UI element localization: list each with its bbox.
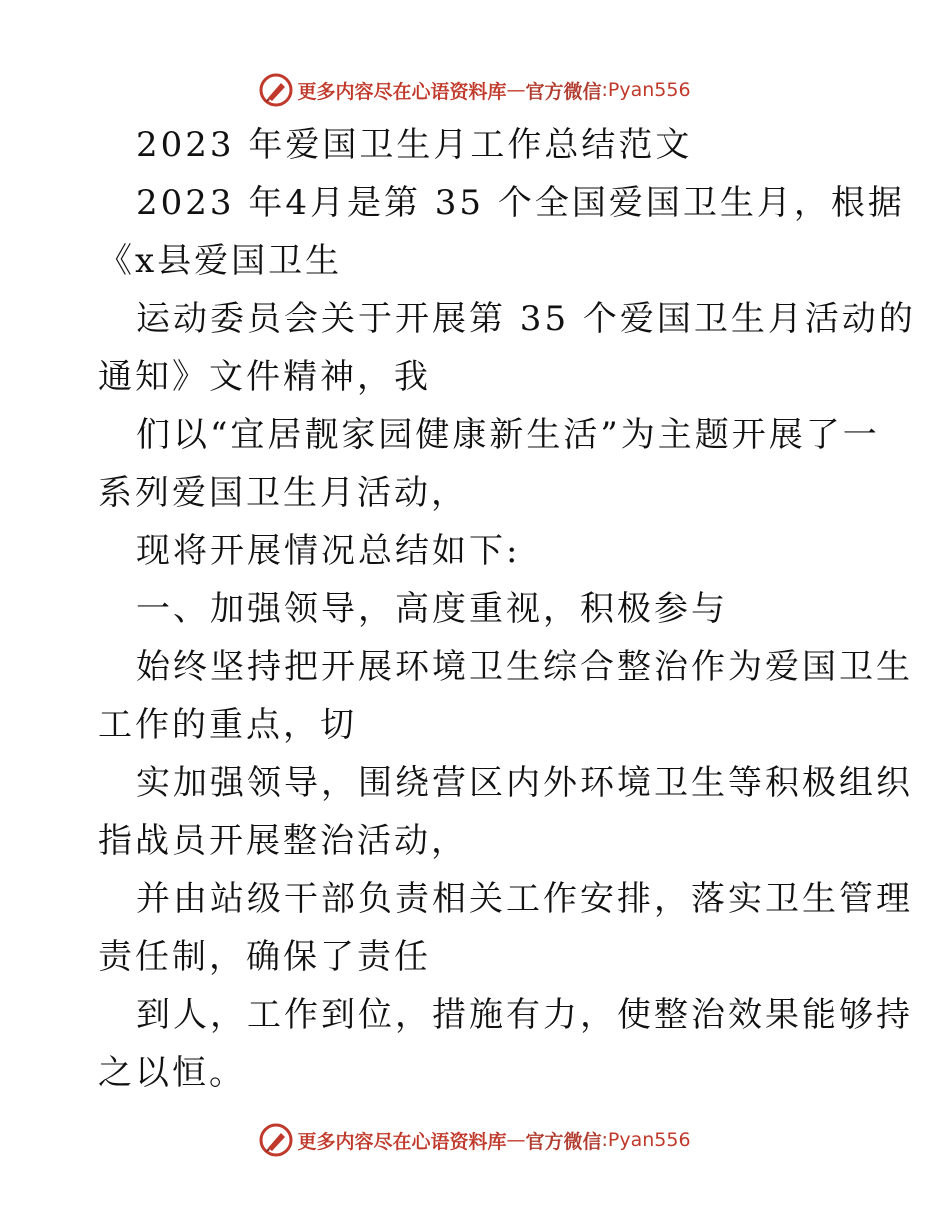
paragraph-line: 系列爱国卫生月活动，	[98, 473, 468, 513]
pen-logo-icon	[259, 73, 293, 107]
banner-slogan: 更多内容尽在心语资料库	[297, 1130, 507, 1153]
banner-account: Pyan556	[607, 79, 691, 101]
banner-dash: —	[506, 79, 526, 101]
section-heading: 一、加强领导，高度重视，积极参与	[136, 589, 728, 629]
paragraph-line: 责任制，确保了责任	[98, 937, 431, 977]
paragraph-line: 工作的重点，切	[98, 705, 357, 745]
paragraph-line: 运动委员会关于开展第 35 个爱国卫生月活动的	[136, 299, 916, 339]
document-title: 2023 年爱国卫生月工作总结范文	[136, 125, 693, 165]
banner-account: Pyan556	[607, 1129, 691, 1151]
paragraph-line: 实加强领导，围绕营区内外环境卫生等积极组织	[136, 763, 913, 803]
banner-wechat-label: 官方微信	[525, 1130, 602, 1153]
banner-dash: —	[506, 1129, 526, 1151]
paragraph-line: 始终坚持把开展环境卫生综合整治作为爱国卫生	[136, 647, 913, 687]
banner-colon: :	[601, 1129, 608, 1151]
paragraph-line: 们以“宜居靓家园健康新生活”为主题开展了一	[136, 415, 880, 455]
banner-slogan: 更多内容尽在心语资料库	[297, 80, 507, 103]
paragraph-line: 并由站级干部负责相关工作安排，落实卫生管理	[136, 879, 913, 919]
paragraph-line: 《x县爱国卫生	[98, 241, 343, 281]
paragraph-line: 2023 年4月是第 35 个全国爱国卫生月，根据	[136, 183, 905, 223]
paragraph-line: 之以恒。	[98, 1053, 246, 1093]
document-body	[98, 116, 916, 1102]
pen-logo-icon	[259, 1123, 293, 1157]
banner-colon: :	[601, 79, 608, 101]
banner-wechat-label: 官方微信	[525, 80, 602, 103]
footer-banner	[0, 1120, 950, 1160]
paragraph-line: 现将开展情况总结如下:	[136, 531, 521, 571]
paragraph-line: 指战员开展整治活动，	[98, 821, 468, 861]
paragraph-line: 到人，工作到位，措施有力，使整治效果能够持	[136, 995, 913, 1035]
paragraph-line: 通知》文件精神，我	[98, 357, 431, 397]
header-banner	[0, 70, 950, 110]
